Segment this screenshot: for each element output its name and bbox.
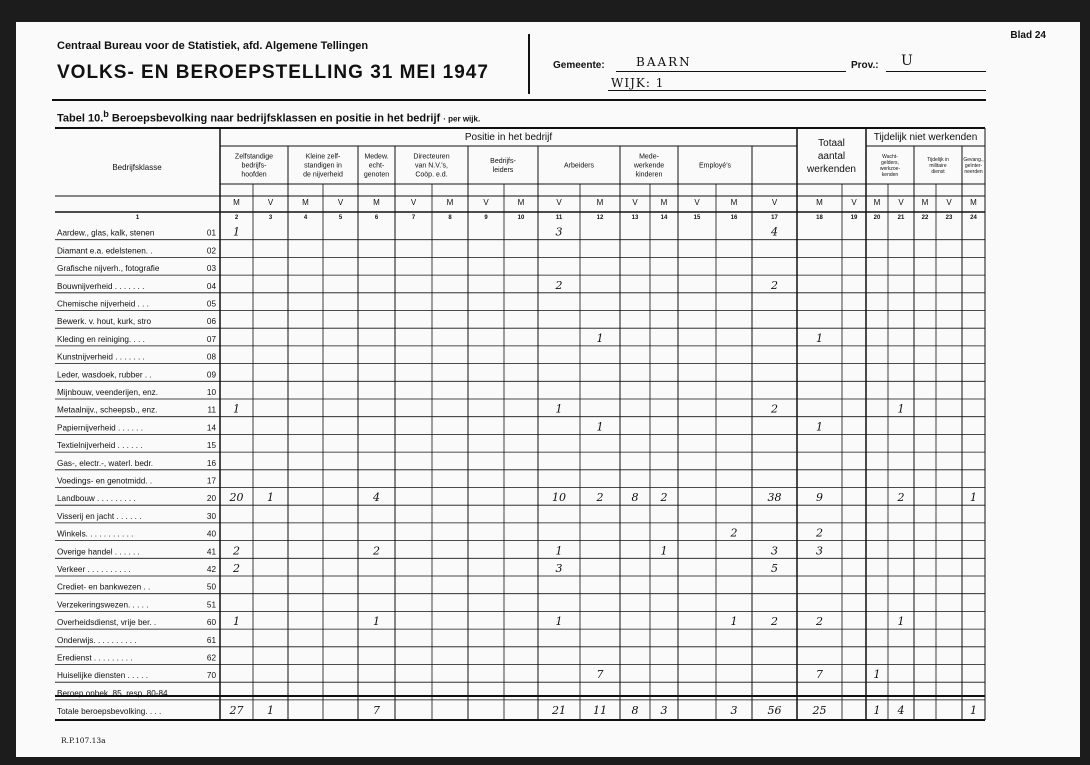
row-code: 05 <box>206 299 216 309</box>
column-number: 10 <box>517 215 525 221</box>
cell-value: 2 <box>897 491 905 505</box>
mv-label: M <box>873 198 881 207</box>
row-label: Beroep onbek. 85, resp. 80-84 <box>57 688 168 698</box>
subheader-text: Coöp. e.d. <box>415 171 448 179</box>
total-value: 1 <box>267 704 274 717</box>
total-value: 21 <box>552 704 566 717</box>
row-label: Eredienst . . . . . . . . . <box>57 653 133 663</box>
cell-value: 4 <box>771 225 778 239</box>
row-code: 30 <box>206 511 216 521</box>
row-code: 09 <box>206 370 216 380</box>
cell-value: 2 <box>555 278 563 292</box>
column-number: 22 <box>921 215 929 221</box>
mv-label: V <box>851 198 857 207</box>
row-label: Onderwijs. . . . . . . . . . <box>57 635 137 645</box>
column-number: 21 <box>897 215 905 221</box>
column-number: 24 <box>970 215 977 221</box>
table-number: Tabel 10. <box>57 112 104 125</box>
column-number: 14 <box>660 215 668 221</box>
census-table <box>16 22 1080 757</box>
cell-value: 3 <box>816 544 823 558</box>
total-value: 8 <box>631 704 639 717</box>
cell-value: 9 <box>816 491 823 505</box>
total-value: 3 <box>730 704 738 717</box>
subheader-text: werkende <box>633 162 665 170</box>
bedrijfsklasse-header: Bedrijfsklasse <box>112 163 162 172</box>
row-code: 61 <box>206 635 216 645</box>
subheader-text: van N.V.'s, <box>415 162 448 170</box>
mv-label: V <box>694 198 700 207</box>
total-value: 11 <box>593 704 607 717</box>
province-value: U <box>901 53 913 69</box>
row-code: 15 <box>206 441 216 451</box>
column-number: 7 <box>411 215 416 221</box>
cell-value: 3 <box>555 562 563 575</box>
row-code: 01 <box>206 228 216 238</box>
cell-value: 38 <box>767 491 782 505</box>
row-label: Huiselijke diensten . . . . . <box>57 671 149 681</box>
cell-value: 1 <box>897 402 905 416</box>
subheader-text: kinderen <box>635 171 663 179</box>
row-label: Mijnbouw, veenderijen, enz. <box>57 388 159 397</box>
mv-label: M <box>921 198 929 207</box>
cell-value: 7 <box>596 668 604 682</box>
mv-label: M <box>446 198 454 207</box>
total-value: 1 <box>873 704 881 717</box>
cell-value: 1 <box>730 615 738 629</box>
cell-value: 10 <box>552 491 566 505</box>
mv-label: M <box>302 198 309 207</box>
cell-value: 2 <box>373 544 380 558</box>
cell-value: 1 <box>596 420 604 434</box>
subheader-text: Mede- <box>639 153 659 161</box>
subheader-text: geïnter- <box>964 162 983 169</box>
row-label: Overheidsdienst, vrije ber. . <box>57 618 157 628</box>
cell-value: 3 <box>555 225 563 239</box>
row-label: Chemische nijverheid . . . <box>57 299 149 309</box>
row-label: Verkeer . . . . . . . . . . <box>57 565 131 574</box>
cell-value: 1 <box>267 491 274 505</box>
mv-label: M <box>517 198 525 207</box>
subheader-text: Arbeiders <box>564 162 594 170</box>
census-form <box>16 22 1080 757</box>
row-code: 14 <box>206 423 216 433</box>
cell-value: 1 <box>816 331 823 345</box>
total-value: 4 <box>897 704 905 717</box>
mv-label: V <box>483 198 489 207</box>
row-code: 50 <box>206 582 216 592</box>
cell-value: 1 <box>233 225 240 239</box>
cell-value: 2 <box>771 615 778 629</box>
mv-label: M <box>816 198 823 207</box>
positie-header: Positie in het bedrijf <box>464 132 553 143</box>
row-code: 08 <box>206 352 216 362</box>
row-label: Bewerk. v. hout, kurk, stro <box>57 317 152 327</box>
column-number: 3 <box>268 215 273 221</box>
cell-value: 2 <box>596 491 604 505</box>
subheader-text: Zelfstandige <box>234 153 274 161</box>
row-label: Aardew., glas, kalk, stenen <box>57 228 155 238</box>
total-value: 3 <box>660 704 668 717</box>
subheader-text: Kleine zelf- <box>305 153 341 161</box>
column-number: 4 <box>303 215 308 221</box>
subheader-text: gelders, <box>881 159 899 166</box>
cell-value: 2 <box>771 402 778 416</box>
form-title: VOLKS- EN BEROEPSTELLING 31 MEI 1947 <box>57 62 489 83</box>
row-code: 51 <box>206 600 216 610</box>
subheader-text: Bedrijfs- <box>490 158 516 166</box>
mv-label: V <box>410 198 417 207</box>
column-number: 2 <box>234 215 239 221</box>
column-number: 6 <box>374 215 379 221</box>
totaal-header: aantal <box>817 151 846 162</box>
cell-value: 1 <box>596 331 604 345</box>
column-number: 19 <box>850 215 858 221</box>
row-code: 03 <box>206 264 216 274</box>
sheet-number: Blad 24 <box>1010 30 1046 41</box>
mv-label: M <box>233 198 240 207</box>
row-label: Winkels. . . . . . . . . . . <box>57 529 134 539</box>
row-code: 42 <box>206 565 216 574</box>
cell-value: 1 <box>555 615 563 629</box>
subheader-text: Medew. <box>364 153 389 161</box>
row-label: Metaalnijv., scheepsb., enz. <box>57 405 158 415</box>
mv-label: V <box>632 198 638 207</box>
cell-value: 1 <box>816 420 823 434</box>
subheader-text: Directeuren <box>413 153 450 161</box>
subheader-text: hoofden <box>241 171 267 179</box>
row-label: Landbouw . . . . . . . . . <box>57 494 136 504</box>
mv-label: M <box>596 198 604 207</box>
total-value: 25 <box>812 704 827 717</box>
mv-label: V <box>337 198 344 207</box>
row-code: 20 <box>206 494 216 504</box>
row-code: 70 <box>206 671 216 681</box>
form-code: R.P.107.13a <box>61 736 106 745</box>
table-per-wijk: per wijk <box>448 114 478 124</box>
row-code: 06 <box>206 317 216 327</box>
column-number: 15 <box>693 215 701 221</box>
cell-value: 1 <box>555 544 563 558</box>
column-number: 12 <box>596 215 604 221</box>
column-number: 18 <box>816 215 823 221</box>
cell-value: 1 <box>873 668 881 682</box>
cell-value: 2 <box>771 278 778 292</box>
mv-label: M <box>373 198 380 207</box>
row-code: 11 <box>207 405 216 415</box>
table-caption: Tabel 10.$^b$ Beroepsbevolking naar bedrijfsklassen en positie in het bedrijf · per wijk. <box>57 109 481 125</box>
row-code: 04 <box>206 281 216 291</box>
cell-value: 2 <box>816 526 823 540</box>
gemeente-label: Gemeente: <box>553 60 605 71</box>
subheader-text: genoten <box>363 171 390 179</box>
cell-value: 4 <box>373 491 380 505</box>
row-label: Voedings- en genotmidd. . <box>57 476 153 486</box>
cell-value: 20 <box>229 491 244 505</box>
total-value: 1 <box>970 704 977 717</box>
column-number: 1 <box>135 215 140 221</box>
row-code: 60 <box>206 618 216 628</box>
cell-value: 1 <box>897 615 905 629</box>
cell-value: 2 <box>730 526 738 540</box>
cell-value: 7 <box>816 668 823 682</box>
subheader-text: de nijverheid <box>303 171 343 179</box>
subheader-text: neerden <box>964 168 983 175</box>
cell-value: 2 <box>233 544 240 558</box>
mv-label: M <box>660 198 668 207</box>
column-number: 16 <box>730 215 738 221</box>
cell-value: 1 <box>660 544 668 558</box>
column-number: 17 <box>771 215 778 221</box>
column-number: 11 <box>555 215 563 221</box>
row-label: Kleding en reiniging. . . . <box>57 334 145 344</box>
row-code: 16 <box>206 458 216 468</box>
mv-label: M <box>730 198 738 207</box>
totaal-header: werkenden <box>807 164 856 175</box>
subheader-text: werkzoe- <box>879 165 901 172</box>
row-label: Visserij en jacht . . . . . . <box>57 511 142 521</box>
row-label: Textielnijverheid . . . . . . <box>57 441 143 451</box>
subheader-text: dienst <box>931 168 945 175</box>
subheader-text: bedrijfs- <box>241 162 267 170</box>
column-number: 9 <box>484 215 488 221</box>
subheader-text: Tijdelijk in <box>927 156 949 163</box>
row-code: 41 <box>206 547 216 557</box>
row-code: 62 <box>206 653 216 663</box>
row-label: Diamant e.a. edelstenen. . <box>57 246 153 256</box>
mv-label: M <box>970 198 977 207</box>
subheader-text: militaire <box>929 162 947 169</box>
row-label: Gas-, electr.-, waterl. bedr. <box>57 458 154 468</box>
gemeente-value: BAARN <box>636 55 692 69</box>
total-value: 56 <box>767 704 782 717</box>
row-code: 10 <box>206 388 216 397</box>
row-label: Grafische nijverh., fotografie <box>57 264 160 274</box>
subheader-text: leiders <box>492 167 514 175</box>
row-code: 40 <box>206 529 216 539</box>
totaal-header: Totaal <box>818 138 845 149</box>
subheader-text: echt- <box>368 162 385 170</box>
mv-label: V <box>267 198 274 207</box>
row-label: Bouwnijverheid . . . . . . . <box>57 281 145 291</box>
table-title: Beroepsbevolking naar bedrijfsklassen en positie in het bedrijf <box>111 112 441 125</box>
subheader-text: Wacht- <box>882 153 898 160</box>
subheader-text: kenden <box>881 171 899 178</box>
cell-value: 1 <box>233 402 240 416</box>
total-label: Totale beroepsbevolking. . . . <box>57 707 162 716</box>
cell-value: 1 <box>970 491 977 505</box>
cell-value: 2 <box>816 615 823 629</box>
total-value: 7 <box>373 704 380 717</box>
cell-value: 3 <box>771 544 778 558</box>
row-label: Overige handel . . . . . . <box>57 547 140 557</box>
wijk-value: WIJK: 1 <box>611 76 665 90</box>
row-code: 17 <box>206 476 216 486</box>
subheader-text: Employé's <box>698 162 732 170</box>
total-value: 27 <box>229 704 244 717</box>
cell-value: 5 <box>771 562 778 575</box>
cell-value: 1 <box>373 615 380 629</box>
column-number: 5 <box>338 215 343 221</box>
row-label: Verzekeringswezen. . . . . <box>57 600 149 610</box>
row-code: 07 <box>206 334 216 344</box>
cell-value: 8 <box>631 491 639 505</box>
table-sup: b <box>103 109 109 119</box>
mv-label: V <box>946 198 952 207</box>
tijdelijk-header: Tijdelijk niet werkenden <box>873 132 978 143</box>
row-label: Leder, wasdoek, rubber . . <box>57 370 152 380</box>
cell-value: 2 <box>233 562 240 575</box>
cell-value: 1 <box>233 615 240 629</box>
column-number: 23 <box>945 215 953 221</box>
column-number: 8 <box>448 215 452 221</box>
agency-name: Centraal Bureau voor de Statistiek, afd. Algemene Tellingen <box>57 40 369 52</box>
mv-label: V <box>556 198 562 207</box>
row-code: 02 <box>206 246 216 256</box>
cell-value: 1 <box>555 402 563 416</box>
cell-value: 2 <box>660 491 668 505</box>
mv-label: V <box>771 198 778 207</box>
province-label: Prov.: <box>851 60 879 71</box>
column-number: 13 <box>631 215 639 221</box>
row-label: Kunstnijverheid . . . . . . . <box>57 352 145 362</box>
row-label: Crediet- en bankwezen . . <box>57 582 151 592</box>
mv-label: V <box>898 198 904 207</box>
row-label: Papiernijverheid . . . . . . <box>57 423 144 433</box>
subheader-text: standigen in <box>304 162 342 170</box>
column-number: 20 <box>873 215 881 221</box>
subheader-text: Gevang., <box>963 156 984 163</box>
